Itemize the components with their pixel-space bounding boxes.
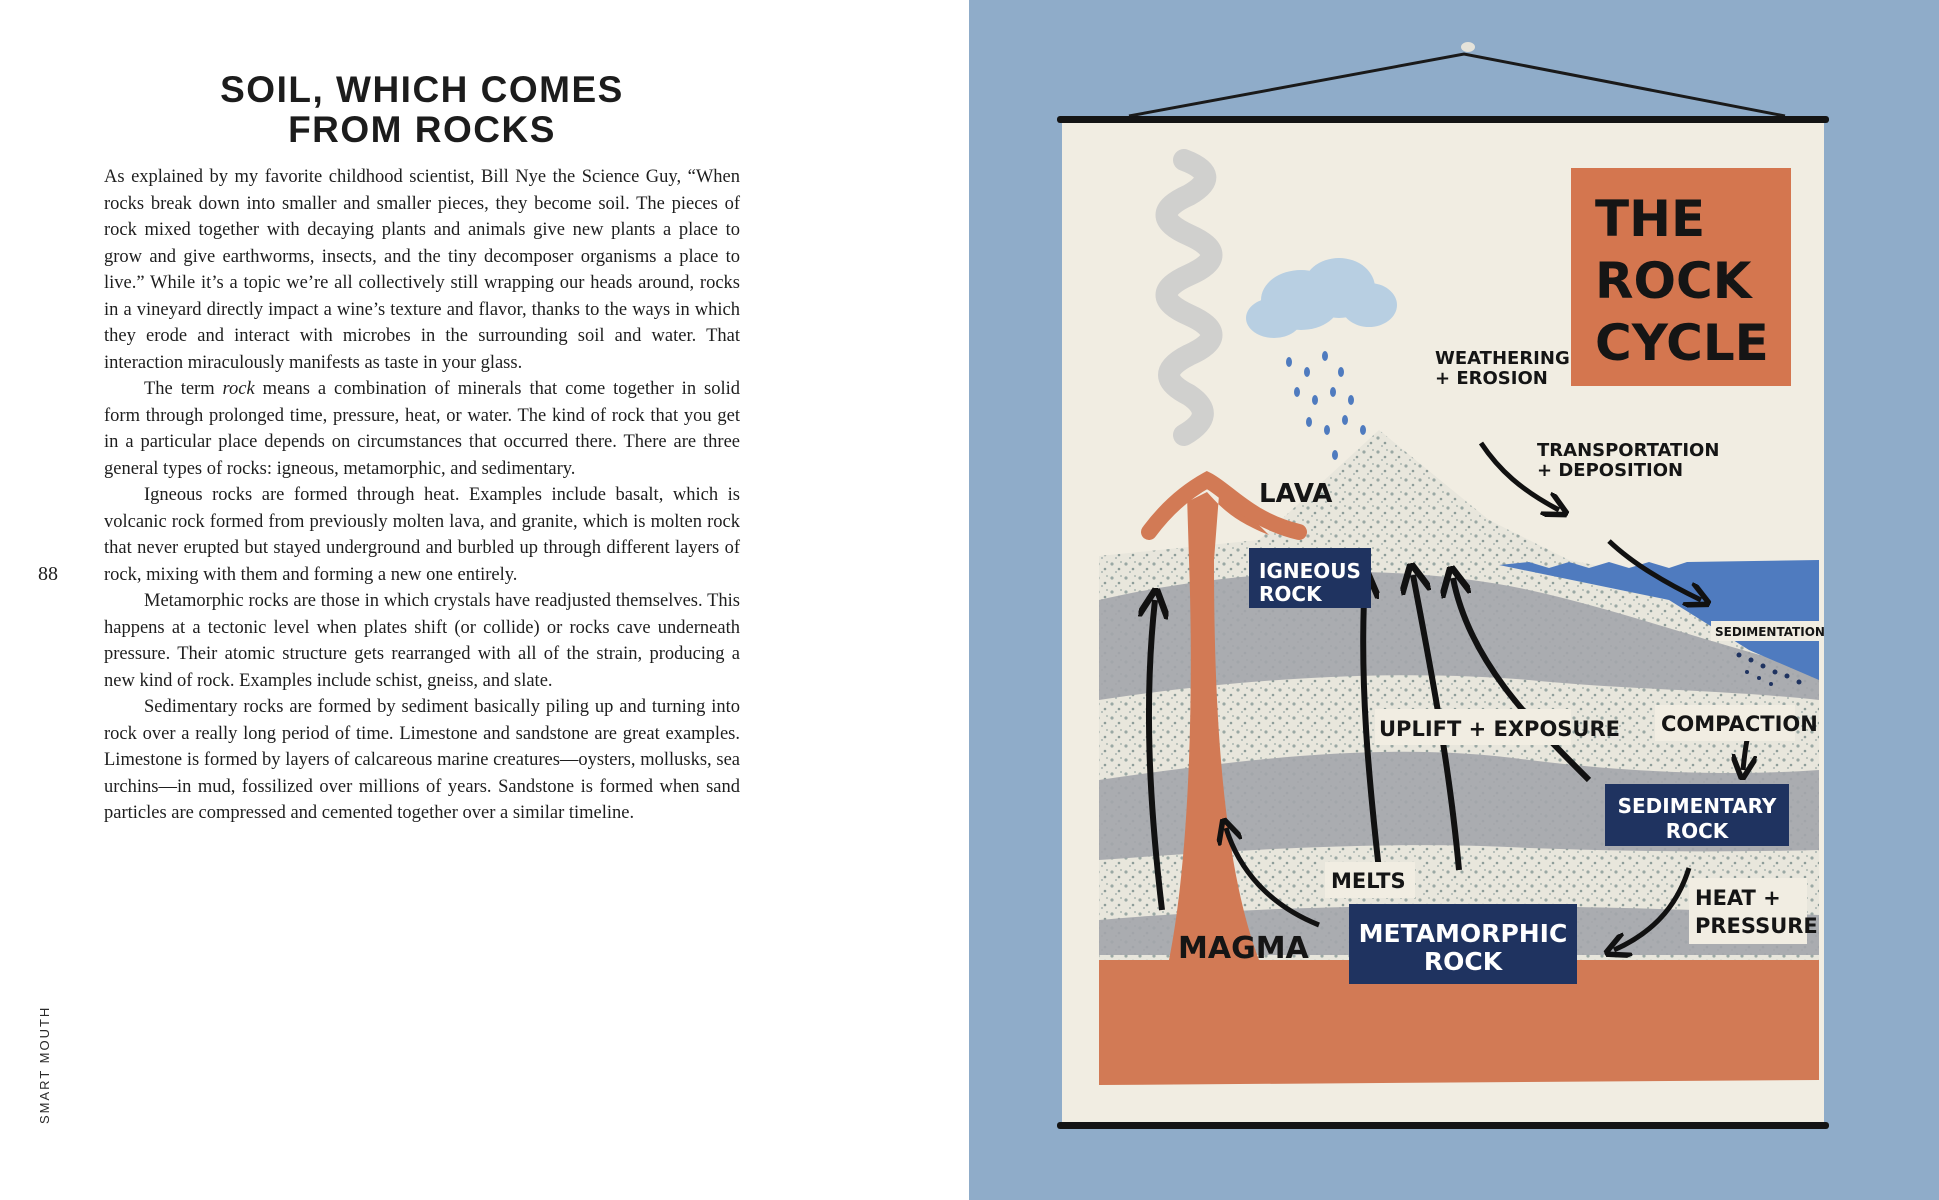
label-sedimentary-1: SEDIMENTARY <box>1617 794 1777 818</box>
label-weathering-1: WEATHERING <box>1435 348 1570 369</box>
title-box <box>1571 168 1791 386</box>
label-metamorphic-2: ROCK <box>1423 947 1503 976</box>
metamorphic-rock-box <box>1349 904 1577 984</box>
paragraph-4: Metamorphic rocks are those in which crystals have readjusted themselves. This happens at a tectonic level when plates shift (or collide) or rocks cave underneath pressure. Their atomic structure gets rearranged with all of the strain, producing a new kind of rock. Examples include schist, gneiss, and slate. <box>104 591 740 691</box>
label-heat-pressure-1: HEAT + <box>1695 886 1781 910</box>
label-transportation-2: + DEPOSITION <box>1537 460 1684 481</box>
label-weathering-2: + EROSION <box>1435 368 1548 389</box>
title-line-3: CYCLE <box>1595 314 1769 372</box>
label-uplift: UPLIFT + EXPOSURE <box>1379 717 1620 741</box>
heading-line-2: FROM ROCKS <box>288 109 556 150</box>
poster-bottom-rod <box>1057 1122 1829 1129</box>
rock-cycle-illustration <box>969 0 1939 1200</box>
label-sedimentary-2: ROCK <box>1665 819 1729 843</box>
body-text <box>104 164 740 827</box>
label-igneous-2: ROCK <box>1259 582 1322 606</box>
italic-term-rock: rock <box>222 379 255 399</box>
paragraph-5: Sedimentary rocks are formed by sediment basically piling up and turning into rock over a really long period of time. Limestone and sandstone are great examples. Limestone is formed by layers of calcareous marine creatures—oysters, mollusks, sea urchins—in mud, fossilized over millions of years. Sandstone is formed when sand particles are compressed and cemented together over a similar timeline. <box>104 697 740 823</box>
sedimentary-rock-box <box>1605 784 1789 846</box>
nail-icon <box>1461 42 1475 52</box>
label-magma: MAGMA <box>1178 931 1309 966</box>
hanging-string <box>1129 54 1785 116</box>
paragraph-2: The term rock means a combination of minerals that come together in solid form through prolonged time, pressure, heat, or water. The kind of rock that you get in a particular place depends on circumstances that occurred there. There are three general types of rocks: igneous, metamorphic, and sedimentary. <box>104 379 740 479</box>
paragraph-1: As explained by my favorite childhood scientist, Bill Nye the Science Guy, “When rocks break down into smaller and smaller pieces, they become soil. The pieces of rock mixed together with decaying plants and animals give new plants a place to grow and give earthworms, insects, and the tiny decomposer organisms a place to live.” While it’s a topic we’re all collectively still wrapping our heads around, rocks in a vineyard directly impact a wine’s texture and flavor, thanks to the ways in which they erode and interact with microbes in the surrounding soil and water. That interaction miraculously manifests as taste in your glass. <box>104 167 740 373</box>
poster-top-rod <box>1057 116 1829 123</box>
running-head: SMART MOUTH <box>37 1005 52 1124</box>
title-line-1: THE <box>1595 190 1706 248</box>
heading-line-1: SOIL, WHICH COMES <box>220 69 624 110</box>
igneous-rock-box <box>1249 548 1371 608</box>
label-transportation-1: TRANSPORTATION <box>1537 440 1720 461</box>
label-heat-pressure-2: PRESSURE <box>1695 914 1818 938</box>
right-page <box>969 0 1939 1200</box>
paragraph-3: Igneous rocks are formed through heat. Examples include basalt, which is volcanic rock formed from previously molten lava, and granite, which is molten rock that never erupted but stayed underground and burbled up through different layers of rock, mixing with them and forming a new one entirely. <box>104 485 740 585</box>
page-number: 88 <box>38 563 58 585</box>
title-line-2: ROCK <box>1595 252 1752 310</box>
label-igneous-1: IGNEOUS <box>1259 559 1361 583</box>
label-sedimentation: SEDIMENTATION <box>1715 625 1825 639</box>
label-melts: MELTS <box>1331 869 1406 893</box>
chapter-heading <box>104 70 740 150</box>
label-metamorphic-1: METAMORPHIC <box>1358 919 1568 948</box>
label-compaction: COMPACTION <box>1661 712 1818 736</box>
left-page <box>0 0 969 1200</box>
label-lava: LAVA <box>1259 479 1333 509</box>
